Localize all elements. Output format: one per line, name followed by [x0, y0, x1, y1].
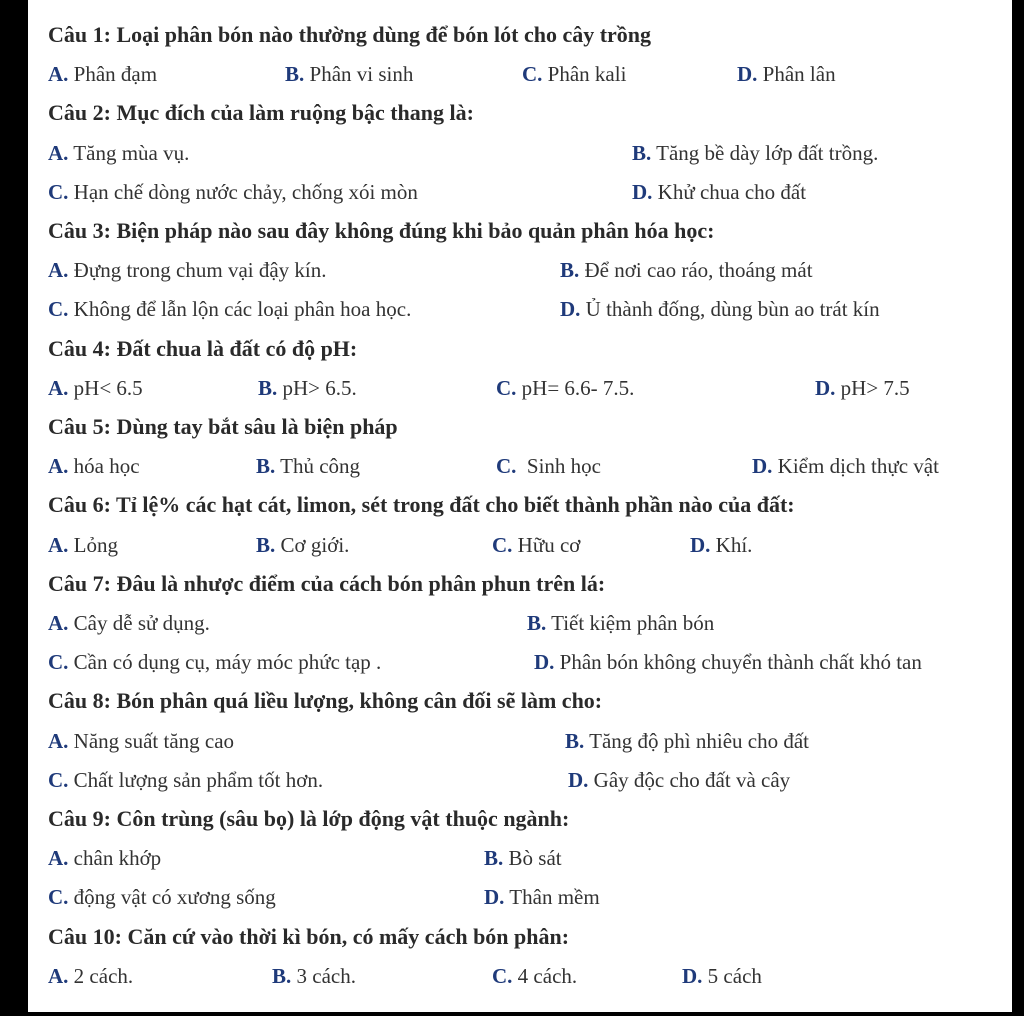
- option-letter: D.: [682, 964, 703, 988]
- answer-option: [690, 527, 752, 563]
- answer-option: [48, 527, 118, 563]
- answer-option: [48, 291, 411, 327]
- option-letter: C.: [48, 180, 69, 204]
- option-text: pH> 7.5: [835, 376, 910, 400]
- option-text: Khí.: [710, 533, 753, 557]
- option-row: [28, 174, 1012, 210]
- answer-option: [256, 448, 360, 484]
- option-row: [28, 370, 1012, 406]
- option-text: Sinh học: [516, 454, 602, 478]
- option-text: Thủ công: [275, 454, 361, 478]
- question-title: Câu 2: Mục đích của làm ruộng bậc thang là:: [48, 100, 474, 125]
- question-5: [28, 409, 1012, 445]
- option-text: Cần có dụng cụ, máy móc phức tạp .: [68, 650, 382, 674]
- option-row: [28, 644, 1012, 680]
- answer-option: [48, 723, 234, 759]
- answer-option: [815, 370, 910, 406]
- option-letter: A.: [48, 62, 69, 86]
- answer-option: [256, 527, 349, 563]
- option-letter: D.: [690, 533, 711, 557]
- answer-option: [492, 958, 577, 994]
- option-text: Khử chua cho đất: [652, 180, 807, 204]
- answer-option: [682, 958, 762, 994]
- option-text: Phân đạm: [68, 62, 158, 86]
- question-title: Câu 6: Tỉ lệ% các hạt cát, limon, sét trong đất cho biết thành phần nào của đất:: [48, 492, 795, 517]
- option-letter: B.: [527, 611, 547, 635]
- question-8: [28, 683, 1012, 719]
- option-letter: A.: [48, 611, 69, 635]
- question-9: [28, 801, 1012, 837]
- question-title: Câu 8: Bón phân quá liều lượng, không cân đối sẽ làm cho:: [48, 688, 603, 713]
- option-letter: D.: [534, 650, 555, 674]
- option-letter: C.: [496, 454, 517, 478]
- option-text: Phân bón không chuyển thành chất khó tan: [554, 650, 922, 674]
- answer-option: [48, 879, 276, 915]
- option-letter: D.: [484, 885, 505, 909]
- option-letter: A.: [48, 376, 69, 400]
- question-2: [28, 95, 1012, 131]
- option-text: Cơ giới.: [275, 533, 350, 557]
- question-title: Câu 1: Loại phân bón nào thường dùng để bón lót cho cây trồng: [48, 22, 652, 47]
- option-letter: D.: [568, 768, 589, 792]
- question-1: [28, 17, 1012, 53]
- option-text: Phân lân: [757, 62, 836, 86]
- option-row: [28, 879, 1012, 915]
- answer-option: [565, 723, 809, 759]
- option-letter: B.: [560, 258, 580, 282]
- answer-option: [48, 644, 381, 680]
- answer-option: [48, 840, 161, 876]
- answer-option: [560, 252, 813, 288]
- answer-option: [496, 448, 601, 484]
- option-text: Thân mềm: [504, 885, 600, 909]
- option-letter: C.: [48, 885, 69, 909]
- option-letter: D.: [815, 376, 836, 400]
- answer-option: [48, 135, 189, 171]
- option-letter: C.: [492, 533, 513, 557]
- answer-option: [568, 762, 790, 798]
- answer-option: [48, 762, 323, 798]
- answer-option: [632, 174, 806, 210]
- option-row: [28, 448, 1012, 484]
- answer-option: [522, 56, 626, 92]
- option-text: Ủ thành đống, dùng bùn ao trát kín: [580, 297, 880, 321]
- option-text: pH< 6.5: [68, 376, 143, 400]
- answer-option: [737, 56, 836, 92]
- question-title: Câu 10: Căn cứ vào thời kì bón, có mấy cách bón phân:: [48, 924, 570, 949]
- option-text: Đựng trong chum vại đậy kín.: [68, 258, 327, 282]
- question-title: Câu 7: Đâu là nhược điểm của cách bón phân phun trên lá:: [48, 571, 606, 596]
- option-text: Lỏng: [68, 533, 118, 557]
- answer-option: [534, 644, 922, 680]
- option-letter: B.: [256, 533, 276, 557]
- option-letter: B.: [258, 376, 278, 400]
- option-letter: C.: [492, 964, 513, 988]
- option-text: Tiết kiệm phân bón: [546, 611, 715, 635]
- option-text: Tăng bề dày lớp đất trồng.: [651, 141, 879, 165]
- option-text: chân khớp: [68, 846, 162, 870]
- question-title: Câu 9: Côn trùng (sâu bọ) là lớp động vật thuộc ngành:: [48, 806, 570, 831]
- option-letter: A.: [48, 846, 69, 870]
- option-text: Phân kali: [542, 62, 627, 86]
- option-letter: C.: [48, 297, 69, 321]
- option-text: Chất lượng sản phẩm tốt hơn.: [68, 768, 324, 792]
- answer-option: [48, 605, 210, 641]
- option-letter: D.: [737, 62, 758, 86]
- option-text: 5 cách: [702, 964, 762, 988]
- option-letter: D.: [560, 297, 581, 321]
- option-letter: D.: [752, 454, 773, 478]
- option-letter: A.: [48, 729, 69, 753]
- option-text: hóa học: [68, 454, 140, 478]
- option-text: 2 cách.: [68, 964, 134, 988]
- option-letter: C.: [48, 768, 69, 792]
- option-text: động vật có xương sống: [68, 885, 276, 909]
- option-letter: A.: [48, 141, 69, 165]
- answer-option: [48, 252, 327, 288]
- question-3: [28, 213, 1012, 249]
- answer-option: [48, 958, 133, 994]
- option-letter: D.: [632, 180, 653, 204]
- option-text: pH= 6.6- 7.5.: [516, 376, 635, 400]
- option-letter: B.: [272, 964, 292, 988]
- option-letter: A.: [48, 258, 69, 282]
- option-row: [28, 958, 1012, 994]
- document-page: [28, 0, 1012, 1012]
- option-text: Kiểm dịch thực vật: [772, 454, 939, 478]
- option-row: [28, 252, 1012, 288]
- option-letter: C.: [48, 650, 69, 674]
- question-title: Câu 3: Biện pháp nào sau đây không đúng khi bảo quản phân hóa học:: [48, 218, 715, 243]
- option-row: [28, 527, 1012, 563]
- option-text: Tăng mùa vụ.: [68, 141, 190, 165]
- option-letter: C.: [522, 62, 543, 86]
- answer-option: [48, 448, 140, 484]
- option-letter: B.: [632, 141, 652, 165]
- answer-option: [752, 448, 939, 484]
- option-text: Gây độc cho đất và cây: [588, 768, 791, 792]
- option-row: [28, 840, 1012, 876]
- answer-option: [492, 527, 580, 563]
- answer-option: [48, 174, 418, 210]
- option-row: [28, 762, 1012, 798]
- option-row: [28, 56, 1012, 92]
- answer-option: [272, 958, 356, 994]
- answer-option: [285, 56, 413, 92]
- option-text: Để nơi cao ráo, thoáng mát: [579, 258, 813, 282]
- option-text: pH> 6.5.: [277, 376, 357, 400]
- question-6: [28, 487, 1012, 523]
- option-letter: B.: [565, 729, 585, 753]
- option-text: 3 cách.: [291, 964, 356, 988]
- option-letter: C.: [496, 376, 517, 400]
- answer-option: [258, 370, 357, 406]
- option-letter: A.: [48, 454, 69, 478]
- option-text: Không để lẫn lộn các loại phân hoa học.: [68, 297, 412, 321]
- question-title: Câu 5: Dùng tay bắt sâu là biện pháp: [48, 414, 398, 439]
- option-letter: B.: [256, 454, 276, 478]
- option-text: Bò sát: [503, 846, 562, 870]
- option-row: [28, 723, 1012, 759]
- option-row: [28, 135, 1012, 171]
- answer-option: [484, 879, 600, 915]
- question-4: [28, 331, 1012, 367]
- question-10: [28, 919, 1012, 955]
- option-letter: A.: [48, 533, 69, 557]
- answer-option: [632, 135, 878, 171]
- answer-option: [560, 291, 880, 327]
- option-text: Phân vi sinh: [304, 62, 414, 86]
- question-title: Câu 4: Đất chua là đất có độ pH:: [48, 336, 358, 361]
- option-text: Năng suất tăng cao: [68, 729, 235, 753]
- option-letter: B.: [484, 846, 504, 870]
- answer-option: [496, 370, 634, 406]
- option-letter: B.: [285, 62, 305, 86]
- option-text: 4 cách.: [512, 964, 578, 988]
- option-letter: A.: [48, 964, 69, 988]
- answer-option: [527, 605, 714, 641]
- option-text: Tăng độ phì nhiêu cho đất: [584, 729, 810, 753]
- answer-option: [484, 840, 562, 876]
- option-row: [28, 291, 1012, 327]
- option-text: Hữu cơ: [512, 533, 581, 557]
- option-row: [28, 605, 1012, 641]
- option-text: Hạn chế dòng nước chảy, chống xói mòn: [68, 180, 418, 204]
- option-text: Cây dễ sử dụng.: [68, 611, 210, 635]
- answer-option: [48, 56, 157, 92]
- question-7: [28, 566, 1012, 602]
- answer-option: [48, 370, 143, 406]
